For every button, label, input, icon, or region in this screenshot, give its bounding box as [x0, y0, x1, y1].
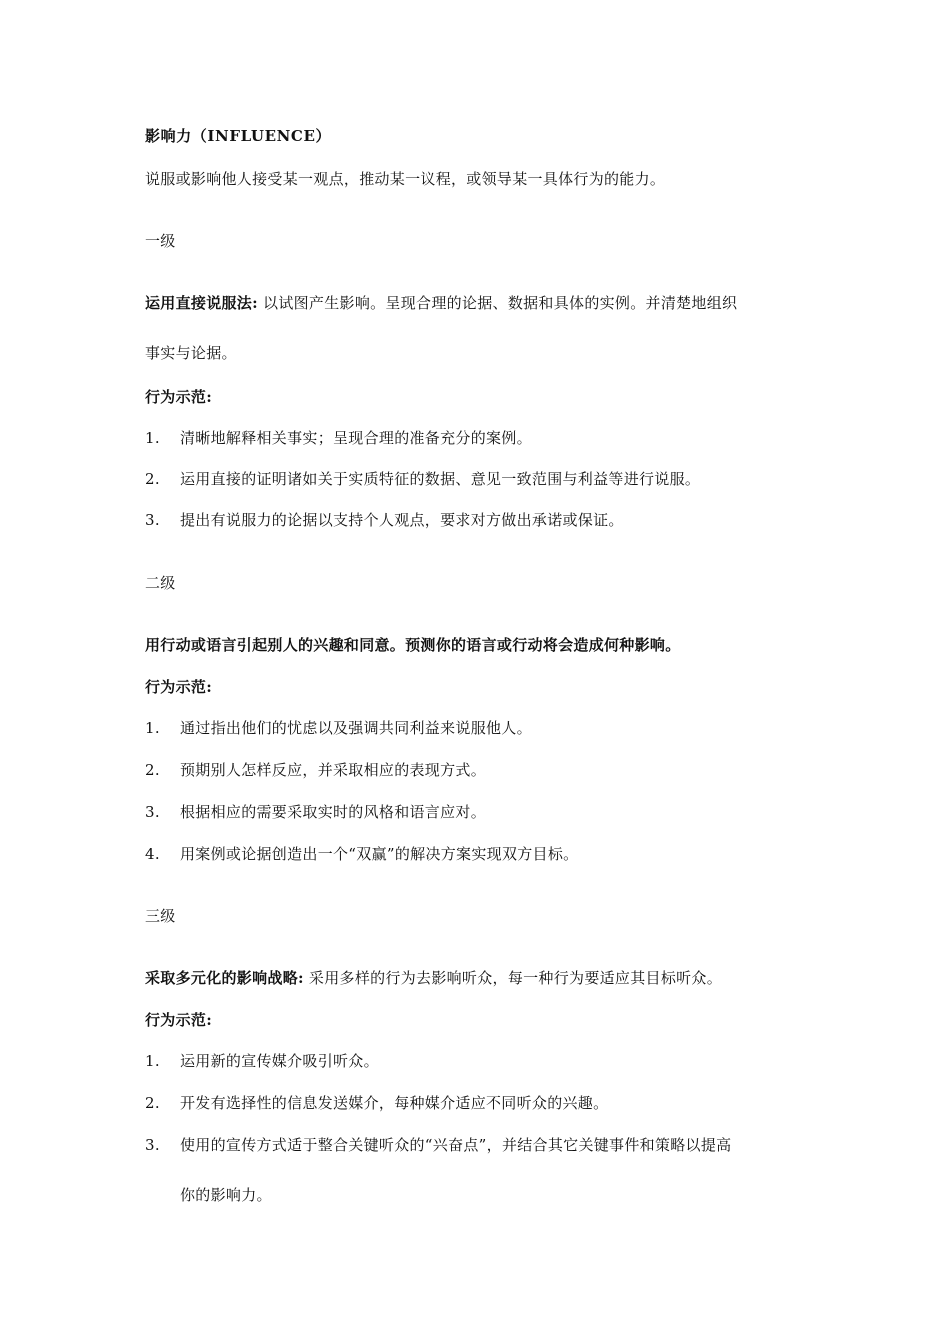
- list-item: [145, 469, 700, 489]
- list-item: [145, 510, 624, 530]
- list-item: [145, 1093, 608, 1113]
- list-item: [145, 844, 578, 864]
- list-item-number: 2.: [145, 761, 160, 779]
- list-item: [145, 802, 486, 822]
- list-item: [145, 1135, 731, 1155]
- list-item: [145, 718, 532, 738]
- list-item-text: 提出有说服力的论据以支持个人观点，要求对方做出承诺或保证。: [180, 511, 624, 529]
- list-item-continuation: 你的影响力。: [180, 1186, 272, 1204]
- list-item-text: 开发有选择性的信息发送媒介，每种媒介适应不同听众的兴趣。: [180, 1094, 609, 1112]
- list-item-text: 预期别人怎样反应，并采取相应的表现方式。: [180, 761, 487, 779]
- list-item-number: 1.: [145, 429, 160, 447]
- list-item-number: 3.: [145, 511, 160, 529]
- level-1-description-cont: 事实与论据。: [145, 344, 237, 362]
- list-item-number: 4.: [145, 845, 160, 863]
- list-item: [145, 1051, 379, 1071]
- list-item-number: 2.: [145, 470, 160, 488]
- level-1-behavior-label: 行为示范:: [145, 388, 213, 406]
- list-item-text: 用案例或论据创造出一个“双赢”的解决方案实现双方目标。: [180, 845, 579, 863]
- list-item-number: 1.: [145, 719, 160, 737]
- list-item-number: 1.: [145, 1052, 160, 1070]
- list-item-text: 使用的宣传方式适于整合关键听众的“兴奋点”，并结合其它关键事件和策略以提高: [180, 1136, 732, 1154]
- list-item-number: 3.: [145, 1136, 160, 1154]
- list-item-text: 通过指出他们的忧虑以及强调共同利益来说服他人。: [180, 719, 532, 737]
- level-3-heading: 三级: [145, 907, 176, 925]
- list-item-number: 2.: [145, 1094, 160, 1112]
- list-item-text: 根据相应的需要采取实时的风格和语言应对。: [180, 803, 487, 821]
- level-1-lead-bold: 运用直接说服法:: [145, 294, 258, 312]
- document-title: 影响力（INFLUENCE）: [145, 127, 332, 145]
- list-item-number: 3.: [145, 803, 160, 821]
- level-2-behavior-label: 行为示范:: [145, 678, 213, 696]
- list-item-text: 运用新的宣传媒介吸引听众。: [180, 1052, 379, 1070]
- list-item-text: 运用直接的证明诸如关于实质特征的数据、意见一致范围与利益等进行说服。: [180, 470, 701, 488]
- list-item: [145, 760, 486, 780]
- level-1-description: [145, 293, 737, 313]
- level-3-lead-text: 采用多样的行为去影响听众，每一种行为要适应其目标听众。: [308, 969, 723, 987]
- definition-text: 说服或影响他人接受某一观点，推动某一议程，或领导某一具体行为的能力。: [145, 170, 666, 188]
- level-2-heading: 二级: [145, 574, 176, 592]
- level-1-heading: 一级: [145, 232, 176, 250]
- level-2-description: 用行动或语言引起别人的兴趣和同意。预测你的语言或行动将会造成何种影响。: [145, 636, 681, 654]
- list-item-text: 清晰地解释相关事实；呈现合理的准备充分的案例。: [180, 429, 532, 447]
- level-1-lead-text: 以试图产生影响。呈现合理的论据、数据和具体的实例。并清楚地组织: [263, 294, 738, 312]
- level-3-lead-bold: 采取多元化的影响战略:: [145, 969, 304, 987]
- level-3-behavior-label: 行为示范:: [145, 1011, 213, 1029]
- list-item: [145, 428, 532, 448]
- level-3-description: [145, 968, 722, 988]
